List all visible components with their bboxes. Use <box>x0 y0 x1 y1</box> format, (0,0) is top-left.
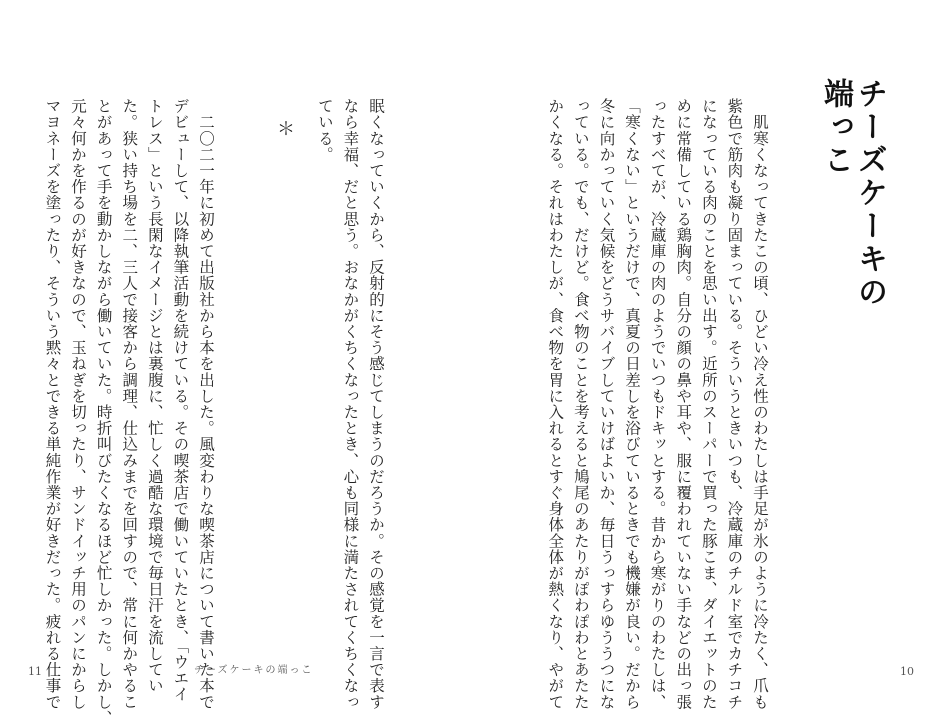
text-line: ている。 <box>315 98 334 163</box>
chapter-title-line-2: 端っこ <box>818 78 853 177</box>
text-line: 紫色で筋肉も凝り固まっている。そういうときいつも、冷蔵庫のチルド室でカチコチ <box>725 98 744 710</box>
text-line: 元々何かを作るのが好きなので、玉ねぎを切ったり、サンドイッチ用のパンにからし <box>69 98 88 710</box>
text-line: なら幸福、だと思う。おなかがくちくなったとき、心も同様に満たされてくちくなっ <box>341 98 360 710</box>
left-page-number: 11 <box>28 665 42 678</box>
text-line: ったすべてが、冷蔵庫の肉のようでいつもドキッとする。昔から寒がりのわたしは、 <box>648 98 667 710</box>
text-line: た。狭い持ち場を二、三人で接客から調理、仕込みまでを回すので、常に何かやるこ <box>120 98 139 710</box>
chapter-title-line-1: チーズケーキの <box>852 78 887 309</box>
text-line: マヨネーズを塗ったり、そういう黙々とできる単純作業が好きだった。疲れる仕事で <box>43 98 62 710</box>
text-line: めに常備している鶏胸肉。自分の顔の鼻や耳や、服に覆われていない手などの出っ張 <box>674 98 693 710</box>
right-page-number: 10 <box>900 665 914 678</box>
text-line: っている。でも、だけど。食べ物のことを考えると鳩尾のあたりがぽわぽわとあたた <box>571 98 590 710</box>
text-line: 「寒くない」というだけで、真夏の日差しを浴びているときでも機嫌が良い。だから <box>623 98 642 710</box>
section-break-asterisk: ＊ <box>277 119 295 140</box>
left-page-paragraph <box>43 98 218 726</box>
text-line: デビューして、以降執筆活動を続けている。その喫茶店で働いていたとき、「ウエイ <box>171 98 190 703</box>
chapter-title <box>816 78 886 358</box>
middle-paragraph <box>315 98 388 710</box>
running-title: チーズケーキの端っこ <box>194 665 314 676</box>
text-line: トレス」という長閑なイメージとは裏腹に、忙しく過酷な環境で毎日汗を流してい <box>145 98 164 694</box>
text-line: 眠くなっていくから、反射的にそう感じてしまうのだろうか。その感覚を一言で表す <box>367 98 385 710</box>
text-line: かくなる。それはわたしが、食べ物を胃に入れるとすぐ身体全体が熱くなり、やがて <box>546 98 565 710</box>
text-line: 冬に向かっていく気候をどうサバイブしていけばよいか、毎日うっすらゆううつにな <box>597 98 616 710</box>
text-line: になっている肉のことを思い出す。近所のスーパーで買った豚こま、ダイエットのた <box>699 98 718 710</box>
text-line: 二〇二一年に初めて出版社から本を出した。風変わりな喫茶店について書いた本で <box>197 98 215 710</box>
right-page-paragraph <box>532 98 772 710</box>
text-line: とがあって手を動かしながら働いていた。時折叫びたくなるほど忙しかった。しかし、 <box>94 98 113 726</box>
text-line: 肌寒くなってきたこの頃、ひどい冷え性のわたしは手足が氷のように冷たく、爪も <box>751 98 769 710</box>
